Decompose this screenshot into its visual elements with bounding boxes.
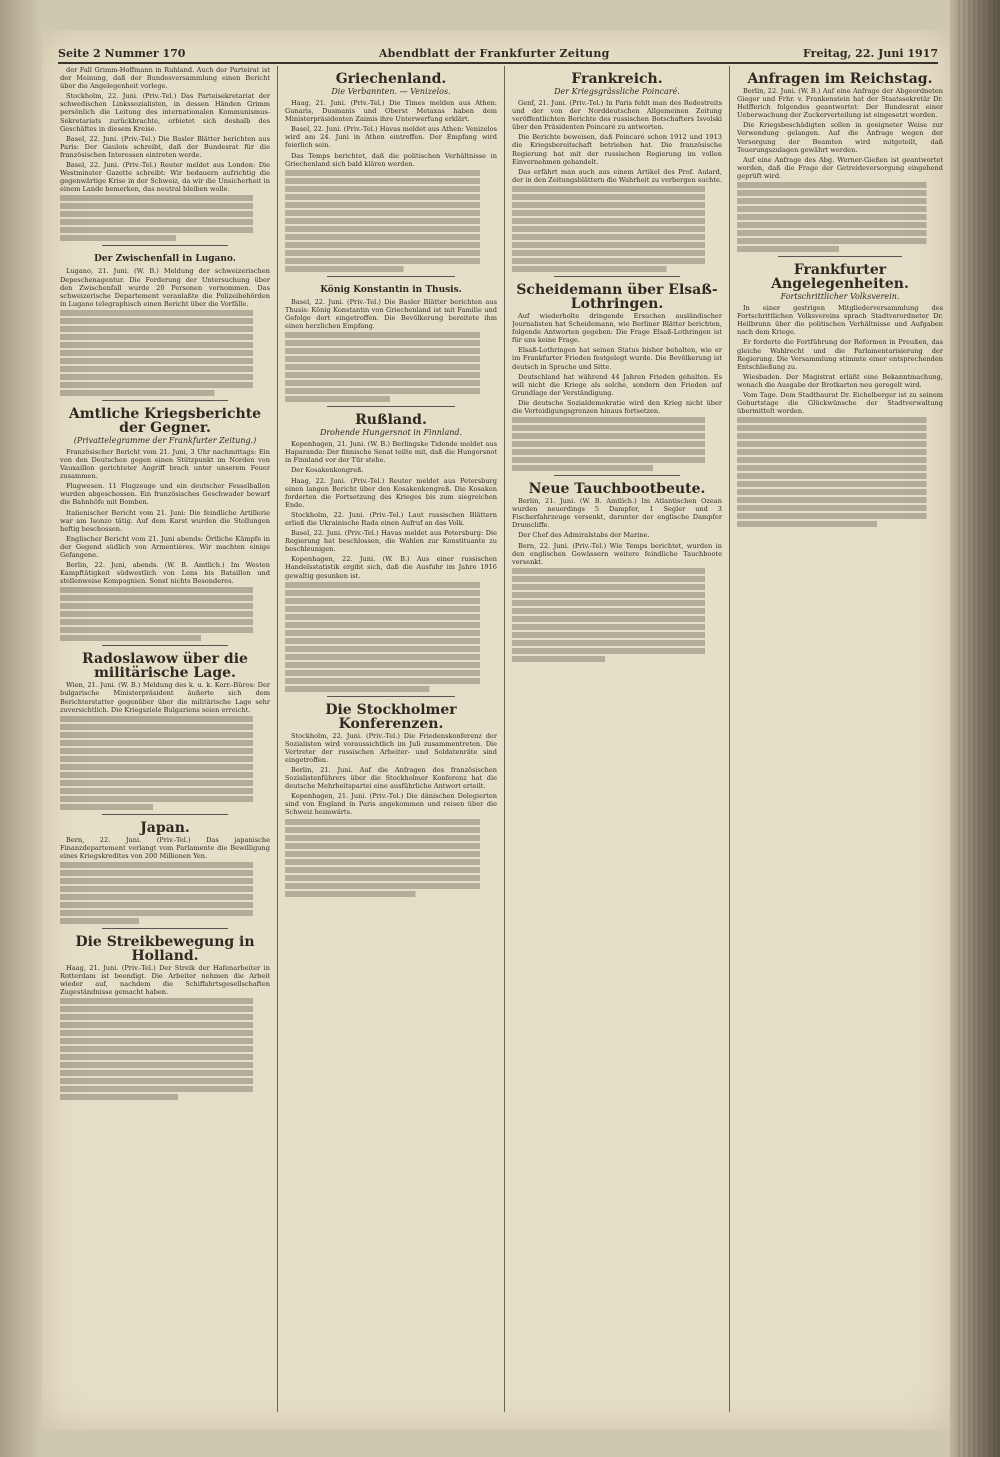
article-paragraph: Bern, 22. Juni. (Priv.-Tel.) Wie Temps berichtet, wurden in den englischen Gewässern weitere feindliche Tauchboote versenkt. [512,541,722,566]
text-line [512,417,722,423]
article-paragraph: Haag, 22. Juni. (Priv.-Tel.) Reuter meldet aus Petersburg einen langen Bericht über den Kosakenkongreß. Die Kosaken forderten die Fortsetzung des Krieges bis zum siegreichen Ende. [285,476,497,509]
text-line [60,619,270,625]
article-paragraph: Genf, 21. Juni. (Priv.-Tel.) In Paris fehlt man des Redestreits und der von der Norddeutschen Allgemeinen Zeitung veröffentlichten Berichte des russischen Botschafters Isvolski über den Präsidenten Poincaré zu antworten. [512,99,722,132]
text-line [285,606,497,612]
newspaper-title: Abendblatt der Frankfurter Zeitung [378,47,610,60]
article-paragraph: Haag, 21. Juni. (Priv.-Tel.) Der Streik der Hafenarbeiter in Rotterdam ist beendigt. Die Arbeiter nehmen die Arbeit wieder auf, nachdem die Schiffahrtsgesellschaften Zugeständnisse gemacht haben. [60,964,270,997]
text-line [285,662,497,668]
text-line [285,614,497,620]
article-headline: Neue Tauchbootbeute. [528,481,706,498]
section-divider [327,696,454,697]
text-line [285,210,497,216]
page-number: Seite 2 Nummer 170 [58,47,186,60]
article-headline: Radoslawow über die militärische Lage. [82,651,248,682]
text-line [60,998,270,1004]
text-line [285,332,497,338]
text-line [285,622,497,628]
text-line [512,576,722,582]
article-headline: Frankfurter Angelegenheiten. [771,262,909,293]
article-paragraph: der Fall Grimm-Hoffmann in Ruhland. Auch der Parteirat ist der Meinung, daß der Bundesversammlung einen Bericht über die Angelegenheit vorlege. [60,66,270,91]
text-line [60,1070,270,1076]
section-divider [102,400,228,401]
text-line [512,584,722,590]
text-line [285,226,497,232]
text-line [512,592,722,598]
article-paragraph: Das erfährt man auch aus einem Artikel des Prof. Aulard, der in den Zeitungsblättern die Wahrheit zu verbergen suchte. [512,167,722,184]
text-line [60,603,270,609]
page-left-shadow [0,0,42,1457]
column-1 [60,66,270,1419]
text-line [512,194,722,200]
article-headline: König Konstantin in Thusis. [320,284,462,295]
article-paragraph: Der Kosakenkongreß. [291,466,364,475]
text-line [737,465,943,471]
text-line [60,382,270,388]
text-line [737,214,943,220]
text-line [285,891,427,897]
article-paragraph: Stockholm, 22. Juni. (Priv.-Tel.) Die Friedenskonferenz der Sozialisten wird voraussichtlich im Juli zusammentreten. Die Vertreter der russischen Arbeiter- und Soldatenräte sind eingetroffen. [285,731,497,764]
section-divider [778,256,902,257]
text-line [285,590,497,596]
article-subheadline: (Privattelegramme der Frankfurter Zeitung.) [73,435,257,445]
article-paragraph: Er forderte die Fortführung der Reformen in Preußen, das gleiche Wahlrecht und die Parlamentarisierung der Regierung. Die Versammlung stimmte einer entsprechenden Entschließung zu. [737,338,943,371]
text-line [60,1094,188,1100]
column-2 [285,66,497,1419]
text-line [737,246,848,252]
article-paragraph: Wien, 21. Juni. (W. B.) Meldung des k. u. k. Korr.-Büros: Der bulgarische Ministerpräsident äußerte sich dem Berichterstatter gegenüber über die militärische Lage sehr zuversichtlich. Die Kriegsziele Bulgariens seien erreicht. [60,681,270,714]
text-line [737,497,943,503]
article-paragraph: Basel, 22. Juni. (Priv.-Tel.) Die Basler Blätter berichten aus Paris: Der Gaulois schreibt, daß der Bundesrat für die französischen Interessen eintreten werde. [60,134,270,159]
column-rule [504,66,505,1412]
text-line [60,1054,270,1060]
text-line [60,358,270,364]
text-line [737,481,943,487]
text-line [60,635,213,641]
text-line [60,611,270,617]
text-line [60,227,270,233]
article-headline: Die Streikbewegung in Holland. [75,934,255,965]
text-line [512,186,722,192]
text-line [60,310,270,316]
text-line [737,505,943,511]
article-paragraph: Berlin, 21. Juni. (W. B. Amtlich.) Im Atlantischen Ozean wurden neuerdings 5 Dampfer, 1 Segler und 3 Fischerfahrzeuge versenkt, darunter der englische Dampfer Drumcliffe. [512,497,722,530]
article-paragraph: Auf eine Anfrage des Abg. Werner-Gießen ist geantwortet worden, daß die Frage der Getreideversorgung eingehend geprüft wird. [737,155,943,180]
text-line [60,627,270,633]
section-divider [102,645,228,646]
text-line [60,1022,270,1028]
text-line [60,1046,270,1052]
text-line [60,1038,270,1044]
article-subheadline: Der Kriegsgrässliche Poincaré. [554,87,680,96]
text-line [60,804,161,810]
article-headline: Der Zwischenfall in Lugano. [94,254,236,265]
text-line [285,835,497,841]
text-line [512,210,722,216]
text-line [285,582,497,588]
text-line [737,441,943,447]
text-line [737,425,943,431]
text-line [60,732,270,738]
text-line [512,250,722,256]
text-line [60,219,270,225]
text-line [737,417,943,423]
text-line [285,266,414,272]
article-paragraph: Der Chef des Admiralstabs der Marine. [518,531,650,540]
text-line [60,716,270,722]
text-line [285,867,497,873]
text-line [285,598,497,604]
text-line [512,234,722,240]
article-headline: Anfragen im Reichstag. [747,71,933,87]
text-line [60,894,270,900]
text-line [512,465,665,471]
section-divider [554,276,680,277]
text-line [285,827,497,833]
article-paragraph: Die Berichte beweisen, daß Poincaré schon 1912 und 1913 die Kriegsbereitschaft betrieben hat. Die französische Regierung hat mit der russischen Regierung im vollen Einvernehmen gehandelt. [512,133,722,166]
text-line [285,186,497,192]
article-paragraph: Basel, 22. Juni. (Priv.-Tel.) Reuter meldet aus London: Die Westminster Gazette schreibt: Wir bedauern aufrichtig die gegenwärtige Krise in der Schweiz, da wir die Unsicherheit in einem Lande bemerken, das neutral bleiben wolle. [60,161,270,194]
article-paragraph: In einer gestrigen Mitgliederversammlung des Fortschrittlichen Volksvereins sprach Stadtverordneter Dr. Heilbrunn über die politischen Verhältnisse und Aufgaben nach dem Kriege. [737,304,943,337]
article-headline: Rußland. [355,412,427,429]
text-line [512,600,722,606]
text-line [285,646,497,652]
article-paragraph: Stockholm, 22. Juni. (Priv.-Tel.) Das Parteisekretariat der schwedischen Linkssozialisten, in dessen Händen Grimm persönlich die Leitung des internationalen Kommunismus-Sekretariats zurückbrachte, erbietet sich deshalb des Geschäftes in diesem Kreise. [60,92,270,133]
text-line [60,1086,270,1092]
text-line [285,178,497,184]
text-line [512,568,722,574]
article-paragraph: Vom Tage. Dem Stadtbaurat Dr. Eichelberger ist zu seinem Geburtstage die Glückwünsche der Stadtverwaltung übermittelt worden. [737,390,943,416]
text-line [285,388,497,394]
article-paragraph: Elsaß-Lothringen hat seinen Status bisher behalten, wie er im Frankfurter Frieden festgelegt wurde. Die Bevölkerung ist deutsch in Sprache und Sitte. [512,346,722,371]
text-line [512,441,722,447]
article-paragraph: Wiesbaden. Der Magistrat erläßt eine Bekanntmachung, wonach die Ausgabe der Brotkarten neu geregelt wird. [737,372,943,389]
article-paragraph: Deutschland hat während 44 Jahren Frieden gehalten. Es will nicht die Kriege als solche, sondern den Frieden auf Grundlage der Verständigung. [512,372,722,397]
text-line [60,235,186,241]
text-line [737,230,943,236]
text-line [285,364,497,370]
section-divider [554,475,680,476]
text-line [285,234,497,240]
text-line [737,190,943,196]
article-paragraph: Basel, 22. Juni. (Priv.-Tel.) Havas meldet aus Athen: Venizelos wird am 24. Juni in Athen eintreffen. Der Empfang wird feierlich sein. [285,125,497,150]
text-line [512,433,722,439]
text-line [285,372,497,378]
article-subheadline: Die Verbannten. — Venizelos. [331,87,451,96]
article-paragraph: Italienischer Bericht vom 21. Juni: Die feindliche Artillerie war am Isonzo tätig. Auf dem Karst wurden die Stellungen heftig beschossen. [60,508,270,533]
text-line [60,878,270,884]
article-paragraph: Die deutsche Sozialdemokratie wird den Krieg nicht über die Verteidigungsgrenzen hinaus fortsetzen. [512,398,722,415]
article-paragraph: Lugano, 21. Juni. (W. B.) Meldung der schweizerischen Depeschenagentur. Die Forderung der Untersuchung über den Zwischenfall wurde 20 Personen vernommen. Das schweizerische Departement veranlaßte die Polizeibehörden in Lugano telegraphisch einen Bericht über die Vorfälle. [60,267,270,308]
text-line [285,348,497,354]
article-headline: Die Stockholmer Konferenzen. [325,701,457,732]
text-line [60,1078,270,1084]
article-paragraph: Kopenhagen, 21. Juni. (Priv.-Tel.) Die dänischen Delegierten sind von England in Paris angekommen und reisen über die Schweiz heimwärts. [285,792,497,817]
text-line [60,203,270,209]
article-paragraph: Französischer Bericht vom 21. Juni, 3 Uhr nachmittags: Ein von den Deutschen gegen einen Stützpunkt im Norden von Vauxaillon gerichteter Angriff brach unter unserem Feuer zusammen. [60,447,270,481]
article-paragraph: Stockholm, 22. Juni. (Priv.-Tel.) Laut russischen Blättern erließ die Ukrainische Rada einen Aufruf an das Volk. [285,510,497,527]
text-line [285,670,497,676]
text-line [60,870,270,876]
text-line [60,764,270,770]
text-line [60,918,146,924]
column-3 [512,66,722,1419]
text-line [512,632,722,638]
text-line [285,875,497,881]
text-line [60,788,270,794]
article-paragraph: Berlin, 22. Juni, abends. (W. B. Amtlich.) Im Westen Kampftätigkeit südwestlich von Lens bis Bataillon und stellenweise Kompagnien. Sonst nichts Besonderes. [60,561,270,586]
text-line [285,883,497,889]
text-line [737,449,943,455]
text-line [737,206,943,212]
text-line [512,640,722,646]
text-line [60,587,270,593]
article-paragraph: Englischer Bericht vom 21. Juni abends: Örtliche Kämpfe in der Gegend südlich von Armentières. Wir machten einige Gefangene. [60,534,270,559]
text-line [285,630,497,636]
text-line [512,425,722,431]
text-line [285,686,442,692]
text-line [285,380,497,386]
text-line [285,356,497,362]
article-paragraph: Berlin, 22. Juni. (W. B.) Auf eine Anfrage der Abgeordneten Gieger und Frhr. v. Frankenstein hat der Staatssekretär Dr. Helfferich folgendes geantwortet: Der Bundesrat einer Ueberwachung der Zuckerverteilung ist eingesetzt worden. [737,87,943,120]
article-paragraph: Kopenhagen, 21. Juni. (W. B.) Berlingske Tidende meldet aus Haparanda: Der finnische Senat teilte mit, daß die Hungersnot in Finnland vor der Tür stehe. [285,440,497,465]
text-line [60,1030,270,1036]
article-headline: Frankreich. [571,71,663,87]
article-paragraph: Flugwesen. 11 Flugzeuge und ein deutscher Fesselballon wurden abgeschossen. Ein französisches Geschwader bewarf die Bahnhöfe mit Bomben. [60,482,270,507]
text-line [285,819,497,825]
article-headline: Griechenland. [335,71,447,87]
text-line [60,318,270,324]
text-line [737,182,943,188]
text-line [512,616,722,622]
text-line [512,608,722,614]
text-line [60,910,270,916]
text-line [512,457,722,463]
column-rule [729,66,730,1412]
text-line [60,724,270,730]
text-line [512,226,722,232]
article-headline: Amtliche Kriegsberichte der Gegner. [68,405,262,436]
article-paragraph: Berlin, 21. Juni. Auf die Anfragen des französischen Sozialistenführers über die Stockholmer Konferenz hat die deutsche Mehrheitspartei eine ausführliche Antwort erteilt. [285,766,497,791]
text-line [60,862,270,868]
text-line [285,258,497,264]
text-line [737,198,943,204]
text-line [512,218,722,224]
article-headline: Japan. [140,819,190,836]
text-line [737,489,943,495]
text-line [60,1014,270,1020]
text-line [285,340,497,346]
article-paragraph: Das Temps berichtet, daß die politischen Verhältnisse in Griechenland sich bald klären werden. [285,151,497,168]
text-line [60,756,270,762]
text-line [60,342,270,348]
text-line [737,457,943,463]
text-line [60,211,270,217]
text-line [60,1062,270,1068]
text-line [60,350,270,356]
text-line [60,390,228,396]
text-line [285,843,497,849]
text-line [60,1006,270,1012]
text-line [512,258,722,264]
article-subheadline: Drohende Hungersnot in Finnland. [319,428,463,438]
section-divider [327,276,454,277]
text-line [60,195,270,201]
text-line [512,624,722,630]
text-line [60,748,270,754]
article-paragraph: Kopenhagen, 22. Juni. (W. B.) Aus einer russischen Handelsstatistik ergibt sich, daß die Ausfuhr im Jahre 1916 gewaltig gesunken ist. [285,555,497,580]
text-line [737,513,943,519]
text-line [285,851,497,857]
text-line [285,396,399,402]
text-line [60,334,270,340]
section-divider [327,406,454,407]
section-divider [102,928,228,929]
text-line [512,449,722,455]
text-line [285,242,497,248]
text-line [737,238,943,244]
text-line [60,740,270,746]
article-paragraph: Basel, 22. Juni. (Priv.-Tel.) Die Basler Blätter berichten aus Thusis: König Konstantin von Griechenland ist mit Familie und Gefolge dort eingetroffen. Die Bevölkerung bereitete ihm einen herzlichen Empfang. [285,297,497,331]
text-line [285,638,497,644]
text-line [285,218,497,224]
section-divider [102,814,228,815]
text-line [737,521,889,527]
article-paragraph: Bern, 22. Juni. (Priv.-Tel.) Das japanische Finanzdepartement verlangt vom Parlamente die Bewilligung eines Kriegskredites von 200 Millionen Yen. [60,835,270,860]
text-line [285,654,497,660]
text-line [60,366,270,372]
book-spine [950,0,1000,1457]
text-line [60,326,270,332]
text-line [60,595,270,601]
text-line [737,433,943,439]
text-line [512,266,680,272]
text-line [285,202,497,208]
article-paragraph: Die Kriegsbeschädigten sollen in geeigneter Weise zur Verwendung gelangen. Auf die Anfrage wegen der Versorgung der Beamten wird mitgeteilt, daß Teuerungszulagen gewährt werden. [737,121,943,154]
text-line [737,222,943,228]
text-line [285,250,497,256]
text-line [285,678,497,684]
issue-date: Freitag, 22. Juni 1917 [803,47,938,60]
text-line [512,648,722,654]
text-line [512,202,722,208]
article-subheadline: Fortschrittlicher Volksverein. [780,292,900,302]
text-line [512,656,613,662]
text-line [285,170,497,176]
text-line [737,473,943,479]
column-4 [737,66,943,1419]
text-line [60,796,270,802]
text-line [285,194,497,200]
text-line [512,242,722,248]
section-divider [102,245,228,246]
text-line [285,859,497,865]
text-line [60,902,270,908]
text-line [60,780,270,786]
article-paragraph: Basel, 22. Juni. (Priv.-Tel.) Havas meldet aus Petersburg: Die Regierung hat beschlossen, die Wahlen zur Konstituante zu beschleunigen. [285,529,497,554]
article-paragraph: Haag, 21. Juni. (Priv.-Tel.) Die Times melden aus Athen: Gunaris, Dusmanis und Oberst Metaxas haben dem Ministerpräsidenten Zaimis ihre Unterwerfung erklärt. [285,99,497,124]
text-line [60,374,270,380]
article-paragraph: Auf wiederholte dringende Ersuchen ausländischer Journalisten hat Scheidemann, wie Berliner Blätter berichten, folgende Antworten gegeben: Die Frage Elsaß-Lothringen ist für uns keine Frage. [512,311,722,345]
text-line [60,886,270,892]
column-rule [277,66,278,1412]
text-line [60,772,270,778]
masthead [58,38,938,64]
article-headline: Scheidemann über Elsaß-Lothringen. [516,281,718,312]
